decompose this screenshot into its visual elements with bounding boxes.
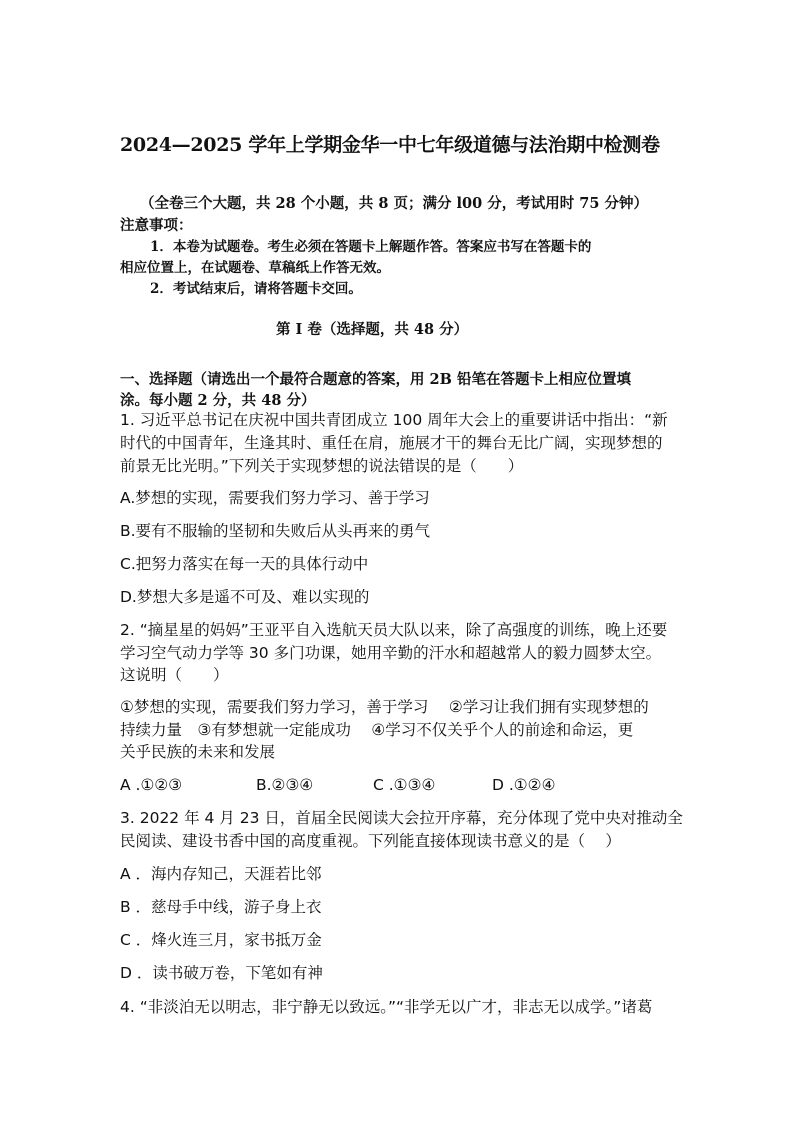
q4-stem-line-1: 4. “非淡泊无以明志，非宁静无以致远。”“非学无以广才，非志无以成学。”诸葛 [120, 998, 653, 1016]
q1-stem-line-3: 前景无比光明。”下列关于实现梦想的说法错误的是（ ） [120, 457, 524, 475]
q2-stem-line-1: 2. “摘星星的妈妈”王亚平自入选航天员大队以来，除了高强度的训练，晚上还要 [120, 621, 668, 639]
section1-heading-line-1: 一、选择题（请选出一个最符合题意的答案，用 2B 铅笔在答题卡上相应位置填 [120, 371, 631, 388]
section1-heading-line-2: 涂。每小题 2 分，共 48 分） [120, 392, 316, 409]
exam-info: （全卷三个大题，共 28 个小题，共 8 页；满分 l00 分，考试用时 75 分钟） [140, 195, 649, 212]
notice-item-2: 2．考试结束后，请将答题卡交回。 [150, 281, 362, 297]
q2-statements-line-2: 持续力量 ③有梦想就一定能成功 ④学习不仅关乎个人的前途和命运，更 [120, 721, 634, 739]
q3-option-a: A ．海内存知己，天涯若比邻 [120, 865, 322, 883]
notice-item-1-line-2: 相应位置上，在试题卷、草稿纸上作答无效。 [120, 260, 390, 276]
q2-statements-line-3: 关乎民族的未来和发展 [120, 743, 276, 761]
q1-option-b: B.要有不服输的坚韧和失败后从头再来的勇气 [120, 522, 431, 540]
q2-option-b: B.②③④ [256, 776, 314, 794]
q2-option-c: C .①③④ [373, 776, 436, 794]
q3-option-c: C ．烽火连三月，家书抵万金 [120, 931, 322, 949]
part1-title: 第 I 卷（选择题，共 48 分） [276, 321, 469, 338]
q1-stem-line-2: 时代的中国青年，生逢其时、重任在肩，施展才干的舞台无比广阔，实现梦想的 [120, 434, 663, 452]
q2-stem-line-2: 学习空气动力学等 30 多门功课，她用辛勤的汗水和超越常人的毅力圆梦太空。 [120, 644, 662, 662]
q2-statements-line-1: ①梦想的实现，需要我们努力学习，善于学习 ②学习让我们拥有实现梦想的 [120, 698, 649, 716]
q3-stem-line-1: 3. 2022 年 4 月 23 日，首届全民阅读大会拉开序幕，充分体现了党中央对推动全 [120, 809, 683, 827]
q3-option-d: D ．读书破万卷，下笔如有神 [120, 964, 323, 982]
q3-option-b: B ．慈母手中线，游子身上衣 [120, 898, 322, 916]
q1-option-a: A.梦想的实现，需要我们努力学习、善于学习 [120, 489, 430, 507]
q3-stem-line-2: 民阅读、建设书香中国的高度重视。下列能直接体现读书意义的是（ ） [120, 832, 621, 850]
notice-item-1-line-1: 1．本卷为试题卷。考生必须在答题卡上解题作答。答案应书写在答题卡的 [150, 239, 592, 255]
q2-stem-line-3: 这说明（ ） [120, 666, 229, 684]
q1-option-c: C.把努力落实在每一天的具体行动中 [120, 555, 369, 573]
notice-heading: 注意事项： [120, 217, 193, 234]
q2-option-d: D .①②④ [492, 776, 556, 794]
exam-title: 2024—2025 学年上学期金华一中七年级道德与法治期中检测卷 [120, 134, 660, 156]
q1-stem-line-1: 1. 习近平总书记在庆祝中国共青团成立 100 周年大会上的重要讲话中指出：“新 [120, 411, 668, 429]
q2-option-a: A .①②③ [120, 776, 183, 794]
q1-option-d: D.梦想大多是遥不可及、难以实现的 [120, 588, 370, 606]
